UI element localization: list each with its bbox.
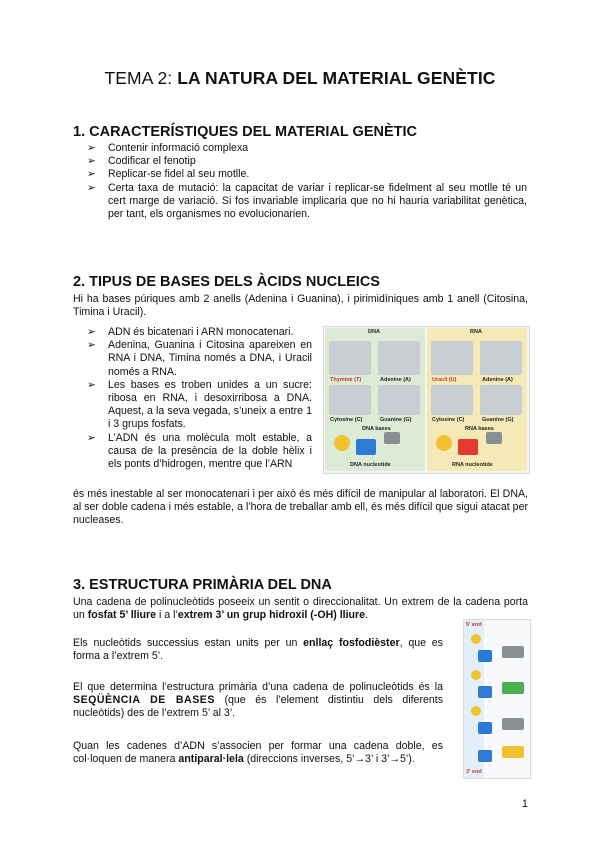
sugar-2-shape [478,686,492,698]
sugar-1-shape [478,650,492,662]
arrow-bullet-icon: ➢ [87,339,96,352]
cytosine-rna-molecule [431,385,473,415]
guanine-molecule [378,385,420,415]
five-prime-label: 5' end [466,622,482,628]
title-prefix: TEMA 2: [104,68,178,88]
guanine-label: Guanine (G) [380,417,412,423]
three-prime-label: 3' end [466,769,482,775]
dna-phosphate-shape [334,435,350,451]
base-3-shape [502,718,524,730]
list-item: ➢ Les bases es troben unides a un sucre: ribosa en RNA, i desoxirribosa a DNA. Aquest, a la seva vegada, s’uneix a entre 1 i 3 grups fosfats. [87,378,312,431]
section-2-bullets [87,326,312,471]
section-1-heading: 1. CARACTERÍSTIQUES DEL MATERIAL GENÈTIC [73,124,417,140]
rna-base-shape [486,432,502,444]
list-item: ➢ Certa taxa de mutació: la capacitat de variar i replicar-se fidelment al seu motlle té un cert marge de variació. Si fos invariable implicaria que no hi hauria variabilitat genètica, per tant, els organismes no evolucionarien. [87,181,527,221]
section-2-intro: Hi ha bases púriques amb 2 anells (Adenina i Guanina), i pirimidíniques amb 1 anell (Citosina, Timina i Uracil). [73,293,528,319]
arrow-bullet-icon: ➢ [87,142,96,154]
section-3-heading: 3. ESTRUCTURA PRIMÀRIA DEL DNA [73,577,332,593]
guanine-rna-label: Guanine (G) [482,417,514,423]
dna-nucleotide-label: DNA nucleotide [350,462,391,468]
list-item: ➢ Replicar-se fidel al seu motlle. [87,168,250,181]
section-1-bullets [87,142,527,221]
arrow-bullet-icon: ➢ [87,181,96,194]
section-3-paragraph-1: Una cadena de polinucleòtids poseeix un sentit o direccionalitat. Un extrem de la cadena porta un fosfat 5’ lliure i a l’extrem 3’ un grup hidroxil (-OH) lliure. [73,596,528,622]
arrow-bullet-icon: ➢ [87,431,96,444]
cytosine-rna-label: Cytosine (C) [432,417,465,423]
sugar-3-shape [478,722,492,734]
dna-panel-label: DNA [368,329,380,335]
phosphate-1-shape [471,634,481,644]
guanine-rna-molecule [480,385,522,415]
rna-nucleotide-label: RNA nucleotide [452,462,493,468]
arrow-bullet-icon: ➢ [87,168,96,181]
section-2-heading: 2. TIPUS DE BASES DELS ÀCIDS NUCLEICS [73,274,380,290]
section-3-paragraph-2: Els nucleòtids successius estan units per un enllaç fosfodièster, que es forma a l’extrem 5’. [73,637,443,663]
cytosine-label: Cytosine (C) [330,417,363,423]
list-item: ➢ Codificar el fenotip [87,155,196,168]
phosphate-3-shape [471,706,481,716]
title-main: LA NATURA DEL MATERIAL GENÈTIC [177,68,496,88]
section-3-paragraph-4: Quan les cadenes d’ADN s’associen per formar una cadena doble, es col·loquen de manera antiparal·lela (direccions inverses, 5’→3’ i 3’→5’). [73,740,443,766]
rna-bases-label: RNA bases [465,426,494,432]
thymine-label: Thymine (T) [330,377,362,383]
uracil-label: Uracil (U) [432,377,457,383]
list-item: ➢ Contenir informació complexa [87,142,249,154]
page-number: 1 [521,798,528,810]
phosphate-2-shape [471,670,481,680]
list-item: ➢ ADN és bicatenari i ARN monocatenari. [87,326,294,338]
thymine-molecule [329,341,371,375]
dna-base-shape [384,432,400,444]
polynucleotide-figure [463,619,531,779]
list-item: ➢ Adenina, Guanina i Citosina apareixen en RNA i DNA, Timina només a DNA, i Uracil només a RNA. [87,339,312,378]
sugar-4-shape [478,750,492,762]
rna-sugar-shape [458,439,478,455]
page-title [0,68,600,89]
adenine-rna-label: Adenine (A) [482,377,513,383]
dna-sugar-shape [356,439,376,455]
arrow-bullet-icon: ➢ [87,326,96,338]
base-2-shape [502,682,524,694]
dna-bases-label: DNA bases [362,426,391,432]
arrow-bullet-icon: ➢ [87,378,96,391]
list-item: ➢ L’ADN és una molècula molt estable, a causa de la presència de la doble hèlix i els ponts d’hidrogen, mentre que l’ARN [87,431,312,471]
base-4-shape [502,746,524,758]
rna-phosphate-shape [436,435,452,451]
adenine-molecule [378,341,420,375]
bases-figure [323,326,530,474]
section-2-continuation: és més inestable al ser monocatenari i per això és més difícil de manipular al laboratori. El DNA, al ser doble cadena i més estable, a l’hora de treballar amb ell, és més difícil que sigui atacat per nucleases. [73,488,528,527]
arrow-bullet-icon: ➢ [87,155,96,168]
rna-panel-label: RNA [470,329,482,335]
uracil-molecule [431,341,473,375]
adenine-label: Adenine (A) [380,377,411,383]
base-1-shape [502,646,524,658]
adenine-rna-molecule [480,341,522,375]
cytosine-molecule [329,385,371,415]
section-3-paragraph-3: El que determina l’estructura primària d’una cadena de polinucleòtids és la SEQÜÈNCIA DE BASES (que és l’element distintiu dels diferents nucleòtids) des de l’extrem 5’ al 3’. [73,681,443,720]
